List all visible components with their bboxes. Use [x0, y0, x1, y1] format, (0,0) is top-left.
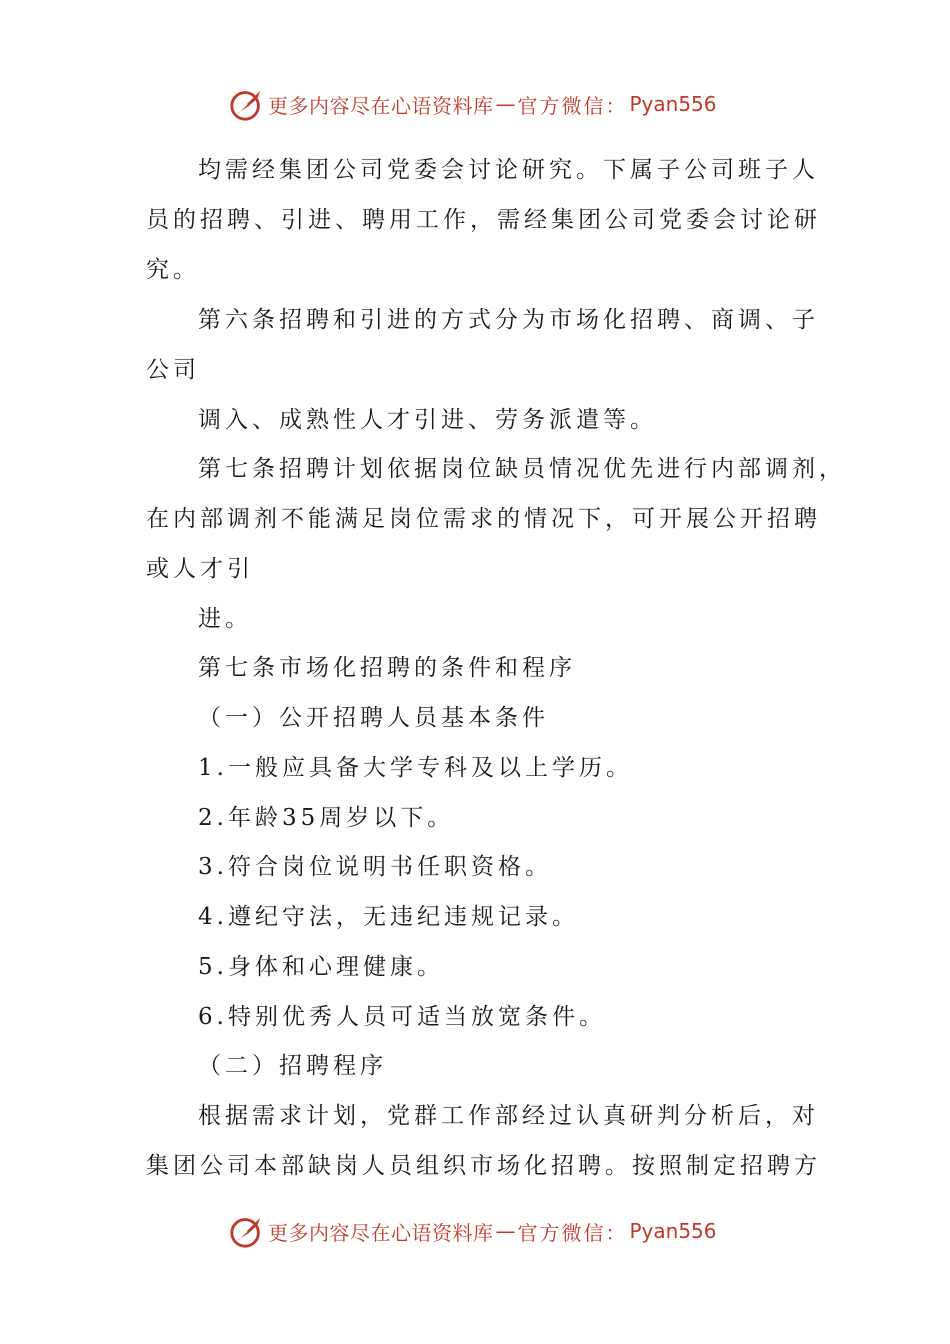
banner-wechat-label: 官方微信： [517, 1220, 628, 1245]
body-line: 第六条招聘和引进的方式分为市场化招聘、商调、子 [198, 307, 819, 333]
banner-text: 更多内容尽在心语资料库 [268, 93, 494, 118]
quill-pen-logo-icon [228, 1212, 266, 1250]
list-item: 3.符合岗位说明书任职资格。 [198, 854, 552, 880]
body-line: 在内部调剂不能满足岗位需求的情况下，可开展公开招聘 [146, 506, 821, 532]
list-item: 6.特别优秀人员可适当放宽条件。 [198, 1004, 606, 1030]
footer-banner [228, 1211, 717, 1251]
body-line: 或人才引 [146, 556, 254, 582]
list-item: 5.身体和心理健康。 [198, 954, 444, 980]
body-line: 公司 [146, 357, 200, 383]
list-item: 1.一般应具备大学专科及以上学历。 [198, 755, 633, 781]
banner-wechat-id: Pyan556 [629, 1219, 717, 1243]
list-item: 2.年龄35周岁以下。 [198, 805, 455, 831]
body-line: 进。 [198, 606, 252, 632]
body-line: 集团公司本部缺岗人员组织市场化招聘。按照制定招聘方 [146, 1153, 821, 1179]
body-line: 根据需求计划，党群工作部经过认真研判分析后，对 [198, 1103, 819, 1129]
banner-text: 更多内容尽在心语资料库 [268, 1220, 494, 1245]
body-line: 员的招聘、引进、聘用工作，需经集团公司党委会讨论研 [146, 207, 821, 233]
banner-dash: — [495, 92, 516, 116]
banner-dash: — [495, 1219, 516, 1243]
quill-pen-logo-icon [228, 85, 266, 123]
subsection-heading: （二）招聘程序 [198, 1053, 387, 1079]
body-line: 调入、成熟性人才引进、劳务派遣等。 [198, 407, 657, 433]
subsection-heading: （一）公开招聘人员基本条件 [198, 705, 549, 731]
banner-wechat-label: 官方微信： [517, 93, 628, 118]
header-banner [228, 84, 717, 124]
body-line: 均需经集团公司党委会讨论研究。下属子公司班子人 [198, 157, 819, 183]
body-line: 究。 [146, 257, 200, 283]
banner-wechat-id: Pyan556 [629, 92, 717, 116]
body-line: 第七条招聘计划依据岗位缺员情况优先进行内部调剂， [198, 456, 846, 482]
list-item: 4.遵纪守法，无违纪违规记录。 [198, 904, 579, 930]
section-heading: 第七条市场化招聘的条件和程序 [198, 655, 576, 681]
